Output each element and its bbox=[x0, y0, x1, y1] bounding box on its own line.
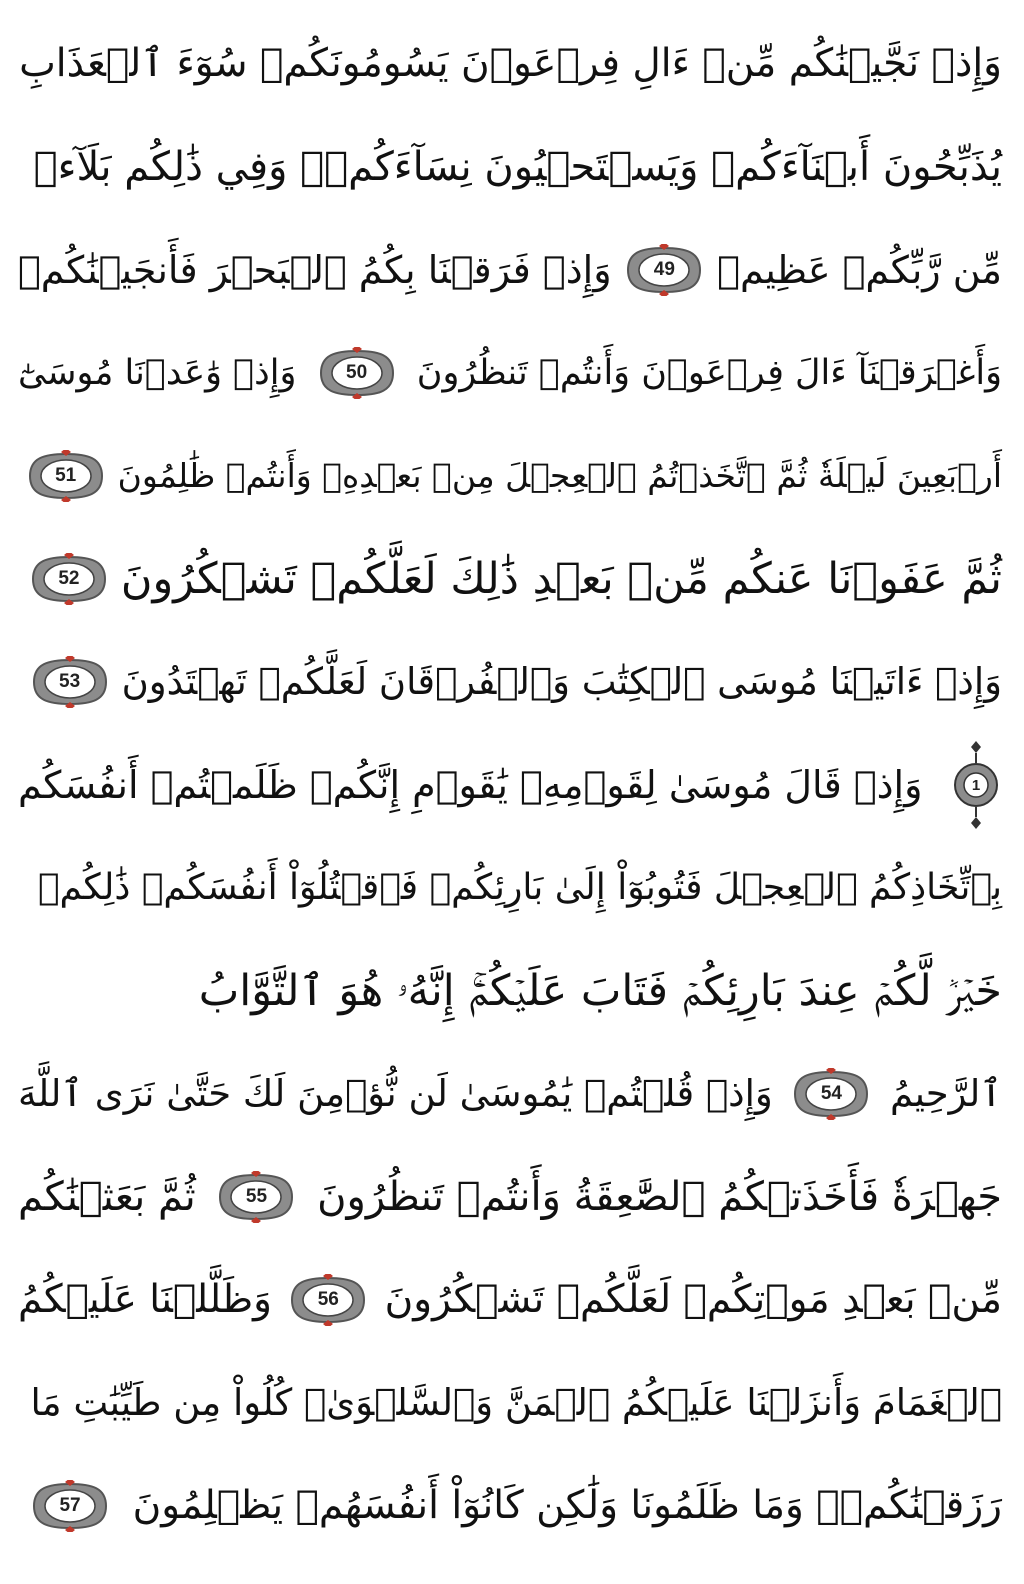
quran-line bbox=[18, 224, 1002, 316]
quran-line bbox=[18, 18, 1002, 110]
quran-line bbox=[18, 327, 1002, 419]
verse-text: جَهۡرَةٗ فَأَخَذَتۡكُمُ ٱلصَّٰعِقَةُ وَأَنتُمۡ تَنظُرُونَ bbox=[317, 1174, 1002, 1220]
ayah-number-marker bbox=[24, 1480, 116, 1532]
verse-text: أَرۡبَعِينَ لَيۡلَةٗ ثُمَّ ٱتَّخَذۡتُمُ ٱلۡعِجۡلَ مِنۢ بَعۡدِهِۦ وَأَنتُمۡ ظَٰلِمُونَ bbox=[117, 456, 1002, 495]
quran-line bbox=[18, 1048, 1002, 1140]
ayah-number: 54 bbox=[820, 1083, 842, 1104]
ayah-number: 50 bbox=[346, 362, 368, 383]
verse-text: خَيۡرٞ لَّكُمۡ عِندَ بَارِئِكُمۡ فَتَابَ عَلَيۡكُمۡۚ إِنَّهُۥ هُوَ ٱلتَّوَّابُ bbox=[198, 966, 1002, 1016]
verse-text: وَظَلَّلۡنَا عَلَيۡكُمُ bbox=[18, 1277, 272, 1322]
quran-line bbox=[18, 842, 1002, 934]
quran-line bbox=[18, 1151, 1002, 1243]
ayah-number: 56 bbox=[317, 1289, 339, 1310]
quran-line bbox=[18, 1357, 1002, 1449]
verse-text: وَإِذۡ قُلۡتُمۡ يَٰمُوسَىٰ لَن نُّؤۡمِنَ لَكَ حَتَّىٰ نَرَى ٱللَّهَ bbox=[18, 1072, 773, 1115]
quran-line bbox=[18, 430, 1002, 522]
verse-text: وَأَغۡرَقۡنَآ ءَالَ فِرۡعَوۡنَ وَأَنتُمۡ تَنظُرُونَ bbox=[416, 353, 1002, 393]
verse-text: وَإِذۡ وَٰعَدۡنَا مُوسَىٰٓ bbox=[18, 353, 297, 393]
verse-text: بِٱتِّخَاذِكُمُ ٱلۡعِجۡلَ فَتُوبُوٓاْ إِلَىٰ بَارِئِكُمۡ فَٱقۡتُلُوٓاْ أَنفُسَكُمۡ ذَٰلِكُمۡ bbox=[37, 867, 1002, 908]
verse-text: وَإِذۡ ءَاتَيۡنَا مُوسَى ٱلۡكِتَٰبَ وَٱلۡفُرۡقَانَ لَعَلَّكُمۡ تَهۡتَدُونَ bbox=[121, 660, 1002, 703]
ayah-number-marker bbox=[210, 1171, 302, 1223]
verse-text: ٱلۡغَمَامَ وَأَنزَلۡنَا عَلَيۡكُمُ ٱلۡمَنَّ وَٱلسَّلۡوَىٰۖ كُلُواْ مِن طَيِّبَٰتِ مَا bbox=[30, 1381, 1002, 1424]
ayah-number-marker bbox=[24, 656, 116, 708]
verse-text: ثُمَّ بَعَثۡنَٰكُم bbox=[18, 1174, 196, 1220]
hizb-number: 1 bbox=[971, 776, 981, 794]
ayah-number-marker bbox=[311, 347, 403, 399]
ayah-number-marker bbox=[20, 450, 112, 502]
quran-line bbox=[18, 739, 1002, 831]
quran-line bbox=[18, 636, 1002, 728]
hizb-marker-icon bbox=[950, 739, 1002, 831]
ayah-number: 52 bbox=[58, 568, 80, 589]
verse-text: ٱلرَّحِيمُ bbox=[889, 1072, 1002, 1115]
verse-text: رَزَقۡنَٰكُمۡۖ وَمَا ظَلَمُونَا وَلَٰكِن كَانُوٓاْ أَنفُسَهُمۡ يَظۡلِمُونَ bbox=[132, 1483, 1002, 1528]
verse-text: وَإِذۡ قَالَ مُوسَىٰ لِقَوۡمِهِۦ يَٰقَوۡمِ إِنَّكُمۡ ظَلَمۡتُمۡ أَنفُسَكُم bbox=[18, 763, 923, 807]
quran-line bbox=[18, 533, 1002, 625]
quran-line bbox=[18, 945, 1002, 1037]
quran-line bbox=[18, 121, 1002, 213]
verse-text: وَإِذۡ فَرَقۡنَا بِكُمُ ٱلۡبَحۡرَ فَأَنجَيۡنَٰكُمۡ bbox=[18, 248, 612, 292]
verse-text: مِّن رَّبِّكُمۡ عَظِيمٞ bbox=[717, 248, 1002, 292]
ayah-number-marker bbox=[282, 1274, 374, 1326]
verse-text: ثُمَّ عَفَوۡنَا عَنكُم مِّنۢ بَعۡدِ ذَٰلِكَ لَعَلَّكُمۡ تَشۡكُرُونَ bbox=[120, 554, 1002, 604]
ayah-number: 57 bbox=[59, 1495, 81, 1516]
ayah-number: 51 bbox=[55, 465, 77, 486]
verse-text: وَإِذۡ نَجَّيۡنَٰكُم مِّنۡ ءَالِ فِرۡعَوۡنَ يَسُومُونَكُمۡ سُوٓءَ ٱلۡعَذَابِ bbox=[19, 41, 1002, 86]
ayah-number-marker bbox=[618, 244, 710, 296]
verse-text: يُذَبِّحُونَ أَبۡنَآءَكُمۡ وَيَسۡتَحۡيُونَ نِسَآءَكُمۡۚ وَفِي ذَٰلِكُم بَلَآءٞ bbox=[33, 144, 1002, 190]
ayah-number: 49 bbox=[653, 259, 675, 280]
verse-text: مِّنۢ بَعۡدِ مَوۡتِكُمۡ لَعَلَّكُمۡ تَشۡكُرُونَ bbox=[384, 1277, 1002, 1322]
quran-line bbox=[18, 1460, 1002, 1552]
ayah-number-marker bbox=[785, 1068, 877, 1120]
ayah-number-marker bbox=[23, 553, 115, 605]
quran-line bbox=[18, 1254, 1002, 1346]
ayah-number: 53 bbox=[59, 671, 81, 692]
ayah-number: 55 bbox=[245, 1186, 268, 1207]
